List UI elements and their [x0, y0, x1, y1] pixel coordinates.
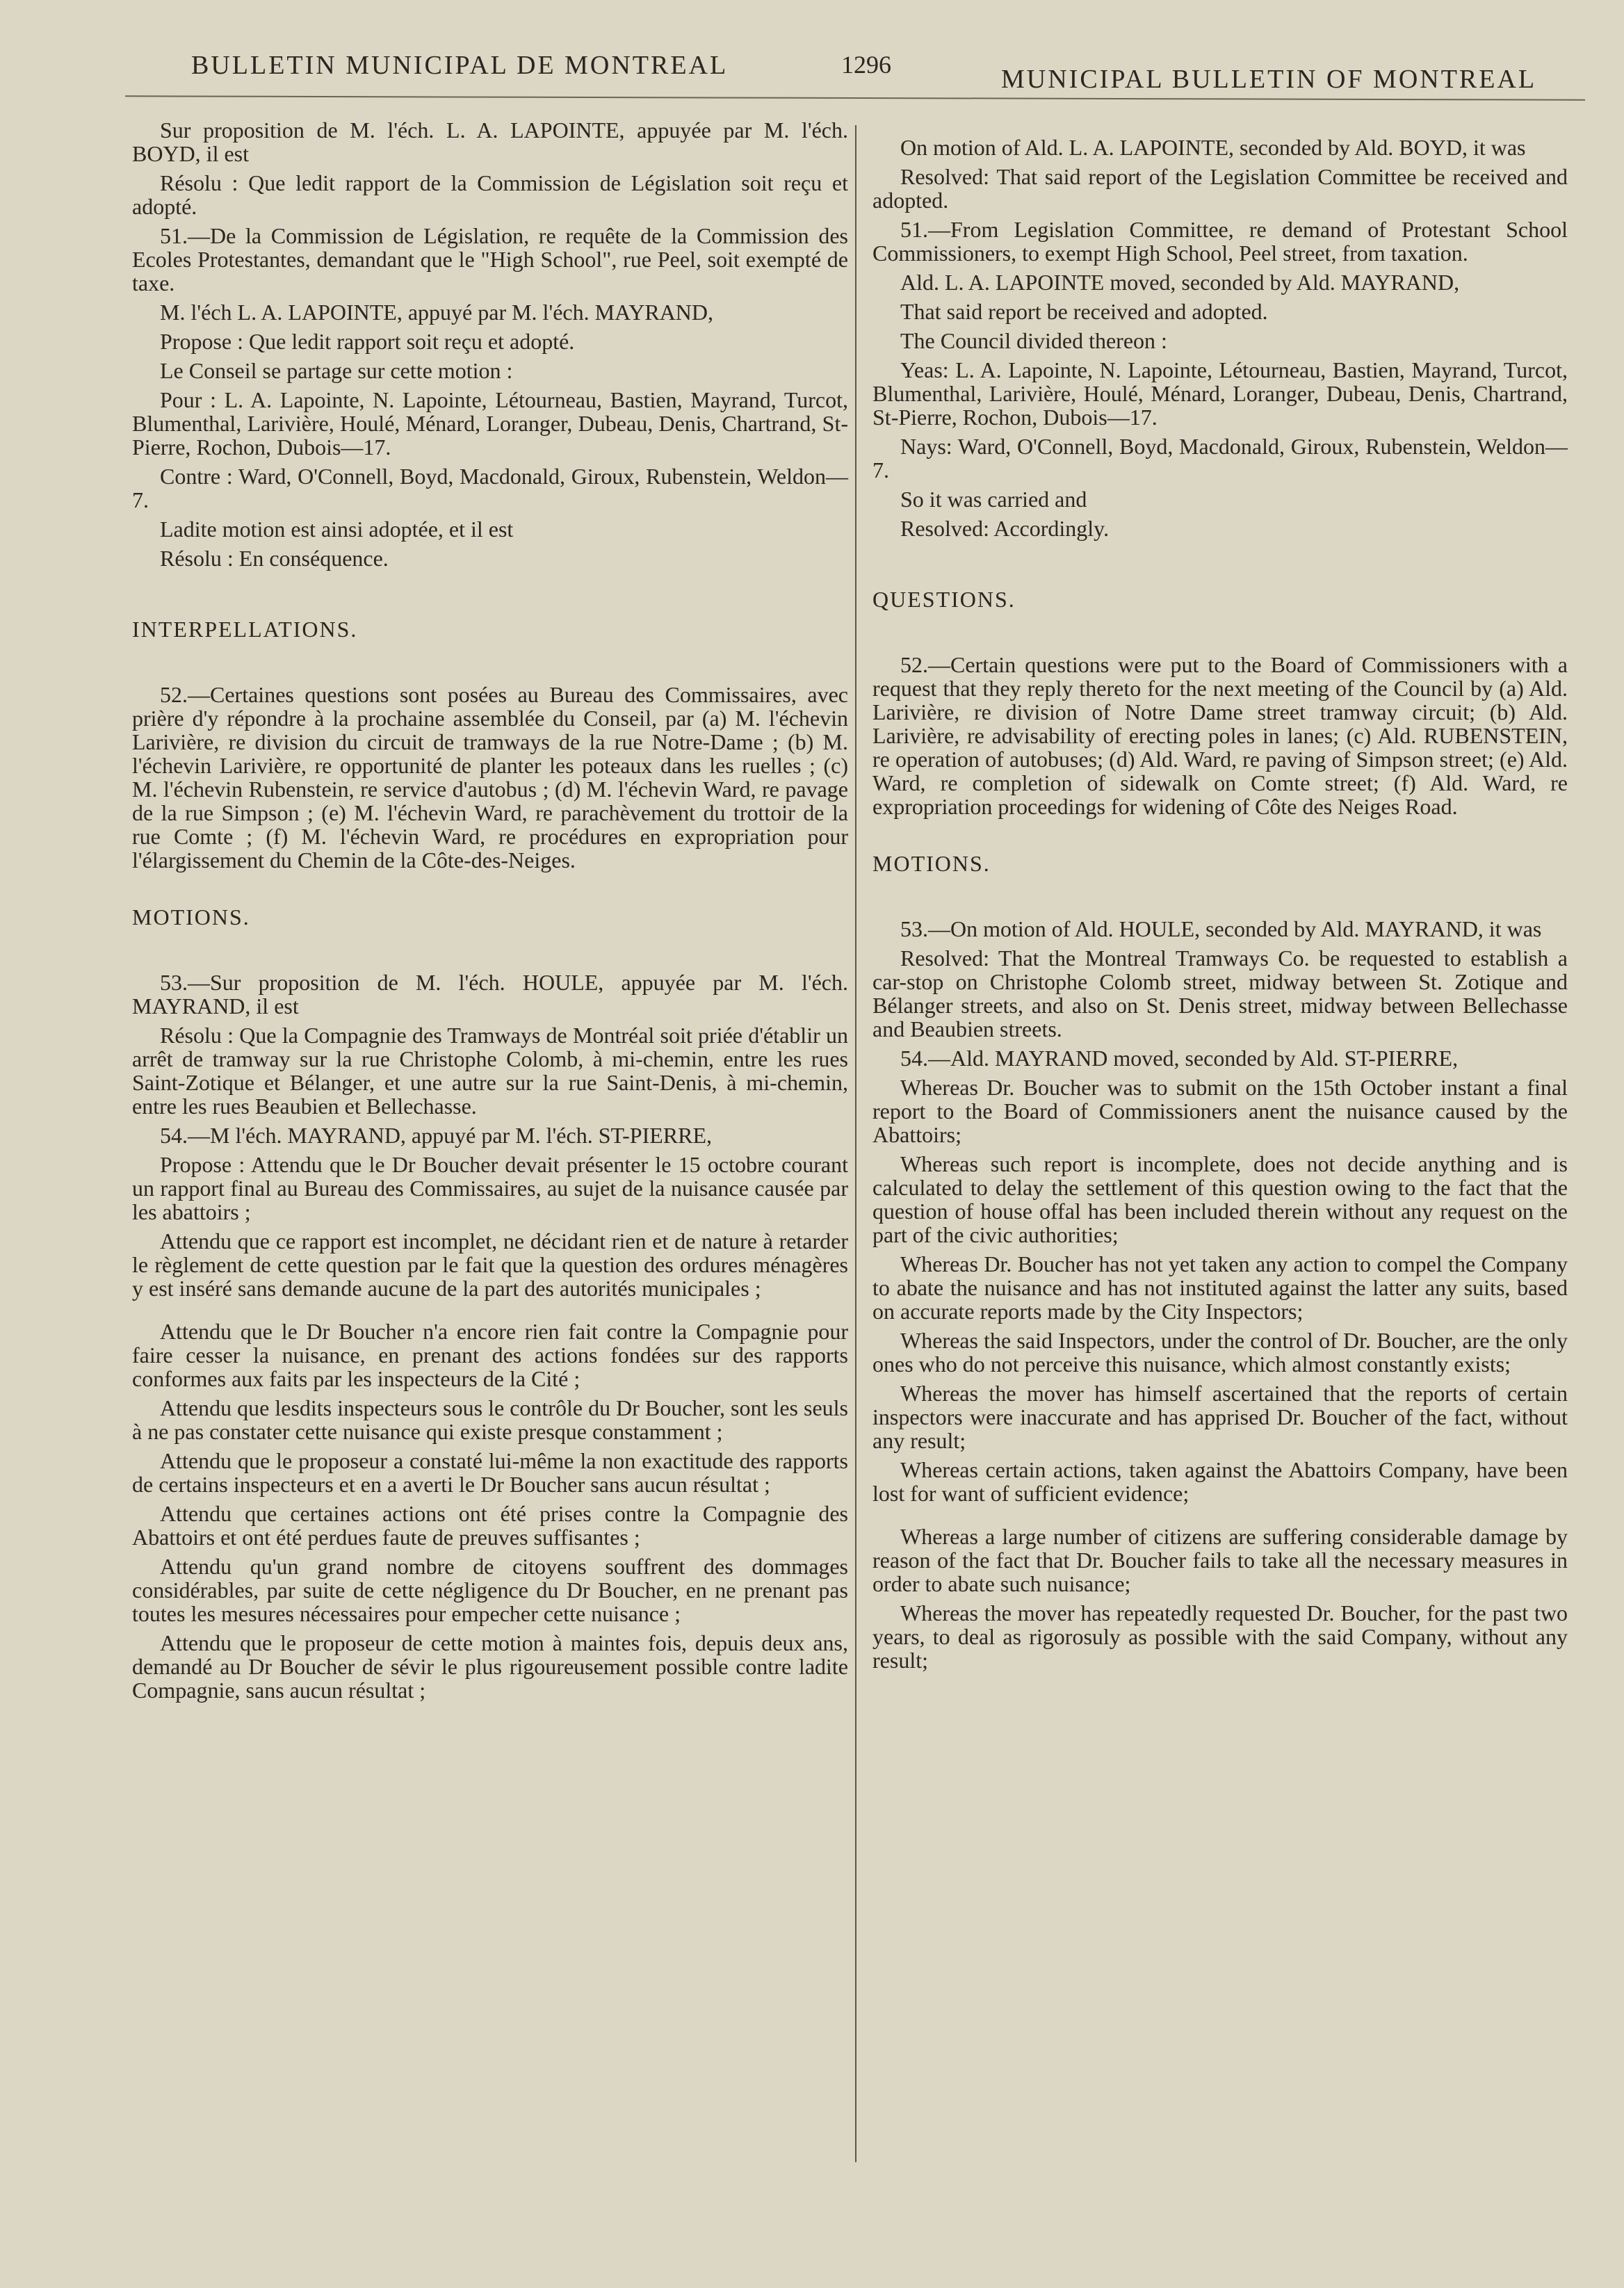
paragraph: 51.—From Legislation Committee, re demand of Protestant School Commissioners, to exempt High School, Peel street, from taxation.	[872, 217, 1568, 266]
paragraph: Whereas certain actions, taken against the Abattoirs Company, have been lost for want of sufficient evidence;	[872, 1457, 1568, 1506]
paragraph: Yeas: L. A. Lapointe, N. Lapointe, Létourneau, Bastien, Mayrand, Turcot, Blumenthal, Larivière, Houlé, Ménard, Loranger, Dubeau, Denis, Chartrand, St-Pierre, Rochon, Dubois—17.	[872, 357, 1568, 430]
paragraph: Resolved: Accordingly.	[900, 516, 1110, 541]
section-title-interpellations: INTERPELLATIONS.	[132, 617, 358, 642]
section-title-motions: MOTIONS.	[872, 851, 991, 876]
paragraph: 52.—Certaines questions sont posées au Bureau des Commissaires, avec prière d'y répondre à la prochaine assemblée du Conseil, par (a) M. l'échevin Larivière, re division du circuit de tramways de la rue Notre-Dame ; (b) M. l'échevin Larivière, re opportunité de planter les poteaux dans les ruelles ; (c) M. l'échevin Rubenstein, re service d'autobus ; (d) M. l'échevin Ward, re pavage de la rue Simpson ; (e) M. l'échevin Ward, re parachèvement du trottoir de la rue Comte ; (f) M. l'échevin Ward, re procédures en expropriation pour l'élargissement du Chemin de la Côte-des-Neiges.	[132, 682, 848, 873]
paragraph: 52.—Certain questions were put to the Board of Commissioners with a request that they reply thereto for the next meeting of the Council by (a) Ald. Larivière, re division of Notre Dame street tramway circuit; (b) Ald. Larivière, re advisability of erecting poles in lanes; (c) Ald. RUBENSTEIN, re operation of autobuses; (d) Ald. Ward, re paving of Simpson street; (e) Ald. Ward, re completion of sidewalk on Comte street; (f) Ald. Ward, re expropriation proceedings for widening of Côte des Neiges Road.	[872, 652, 1568, 819]
paragraph: Propose : Attendu que le Dr Boucher devait présenter le 15 octobre courant un rapport final au Bureau des Commissaires, au sujet de la nuisance causée par les abattoirs ;	[132, 1152, 848, 1224]
paragraph: The Council divided thereon :	[900, 328, 1167, 353]
paragraph: 53.—Sur proposition de M. l'éch. HOULE, appuyée par M. l'éch. MAYRAND, il est	[132, 970, 848, 1019]
paragraph: Ladite motion est ainsi adoptée, et il est	[160, 517, 514, 542]
page-number: 1296	[841, 51, 891, 79]
header-left-title: BULLETIN MUNICIPAL DE MONTREAL	[191, 51, 729, 80]
paragraph: 54.—Ald. MAYRAND moved, seconded by Ald. ST-PIERRE,	[900, 1046, 1459, 1071]
paragraph: 51.—De la Commission de Législation, re requête de la Commission des Ecoles Protestantes, demandant que le "High School", rue Peel, soit exempté de taxe.	[132, 223, 848, 295]
paragraph: Whereas a large number of citizens are suffering considerable damage by reason of the fact that Dr. Boucher fails to take all the necessary measures in order to abate such nuisance;	[872, 1524, 1568, 1596]
paragraph: Attendu que le proposeur de cette motion à maintes fois, depuis deux ans, demandé au Dr Boucher de sévir le plus rigoureusement possible contre ladite Compagnie, sans aucun résultat ;	[132, 1630, 848, 1703]
french-column	[132, 118, 848, 1707]
paragraph: Résolu : Que la Compagnie des Tramways de Montréal soit priée d'établir un arrêt de tramway sur la rue Christophe Colomb, à mi-chemin, entre les rues Saint-Zotique et Bélanger, et une autre sur la rue Saint-Denis, à mi-chemin, entre les rues Beaubien et Bellechasse.	[132, 1023, 848, 1119]
paragraph: Attendu que certaines actions ont été prises contre la Compagnie des Abattoirs et ont été perdues faute de preuves suffisantes ;	[132, 1501, 848, 1550]
paragraph: 54.—M l'éch. MAYRAND, appuyé par M. l'éch. ST-PIERRE,	[160, 1123, 712, 1148]
paragraph: 53.—On motion of Ald. HOULE, seconded by Ald. MAYRAND, it was	[900, 916, 1542, 941]
english-column	[872, 136, 1568, 1678]
paragraph: On motion of Ald. L. A. LAPOINTE, seconded by Ald. BOYD, it was	[900, 135, 1526, 160]
paragraph: Whereas the mover has repeatedly requested Dr. Boucher, for the past two years, to deal as rigorosuly as possible with the said Company, without any result;	[872, 1600, 1568, 1673]
page-header	[0, 43, 1624, 92]
paragraph: Ald. L. A. LAPOINTE moved, seconded by Ald. MAYRAND,	[900, 270, 1460, 295]
paragraph: Attendu que le proposeur a constaté lui-même la non exactitude des rapports de certains inspecteurs et en a averti le Dr Boucher sans aucun résultat ;	[132, 1448, 848, 1497]
column-divider	[855, 125, 856, 2162]
header-right-title: MUNICIPAL BULLETIN OF MONTREAL	[1001, 65, 1537, 94]
paragraph: M. l'éch L. A. LAPOINTE, appuyé par M. l'éch. MAYRAND,	[160, 300, 714, 325]
paragraph: That said report be received and adopted.	[900, 299, 1268, 324]
paragraph: Propose : Que ledit rapport soit reçu et adopté.	[160, 329, 575, 354]
paragraph: Attendu qu'un grand nombre de citoyens souffrent des dommages considérables, par suite de cette négligence du Dr Boucher, en ne prenant pas toutes les mesures nécessaires pour empecher cette nuisance ;	[132, 1554, 848, 1626]
paragraph: Attendu que lesdits inspecteurs sous le contrôle du Dr Boucher, sont les seuls à ne pas constater cette nuisance qui existe presque constamment ;	[132, 1395, 848, 1444]
paragraph: Contre : Ward, O'Connell, Boyd, Macdonald, Giroux, Rubenstein, Weldon—7.	[132, 464, 848, 512]
paragraph: So it was carried and	[900, 487, 1087, 512]
paragraph: Résolu : Que ledit rapport de la Commission de Législation soit reçu et adopté.	[132, 170, 848, 219]
paragraph: Pour : L. A. Lapointe, N. Lapointe, Létourneau, Bastien, Mayrand, Turcot, Blumenthal, Larivière, Houlé, Ménard, Loranger, Dubeau, Denis, Chartrand, St-Pierre, Rochon, Dubois—17.	[132, 387, 848, 460]
paragraph: Whereas Dr. Boucher was to submit on the 15th October instant a final report to the Board of Commissioners anent the nuisance caused by the Abattoirs;	[872, 1075, 1568, 1147]
paragraph: Sur proposition de M. l'éch. L. A. LAPOINTE, appuyée par M. l'éch. BOYD, il est	[132, 117, 848, 166]
paragraph: Le Conseil se partage sur cette motion :	[160, 358, 513, 383]
paragraph: Attendu que ce rapport est incomplet, ne décidant rien et de nature à retarder le règlement de cette question par le fait que la question des ordures ménagères y est inséré sans demande aucune de la part des autorités municipales ;	[132, 1228, 848, 1301]
paragraph: Nays: Ward, O'Connell, Boyd, Macdonald, Giroux, Rubenstein, Weldon—7.	[872, 434, 1568, 482]
paragraph: Résolu : En conséquence.	[160, 546, 389, 571]
paragraph: Resolved: That said report of the Legislation Committee be received and adopted.	[872, 164, 1568, 213]
section-title-motions: MOTIONS.	[132, 904, 250, 930]
paragraph: Whereas the said Inspectors, under the control of Dr. Boucher, are the only ones who do not perceive this nuisance, which almost constantly exists;	[872, 1328, 1568, 1377]
header-rule	[125, 95, 1585, 100]
paragraph: Whereas Dr. Boucher has not yet taken any action to compel the Company to abate the nuisance and has not instituted against the latter any suits, based on accurate reports made by the City Inspectors;	[872, 1251, 1568, 1324]
section-title-questions: QUESTIONS.	[872, 587, 1016, 612]
paragraph: Whereas the mover has himself ascertained that the reports of certain inspectors were inaccurate and has apprised Dr. Boucher of the fact, without any result;	[872, 1381, 1568, 1453]
paragraph: Attendu que le Dr Boucher n'a encore rien fait contre la Compagnie pour faire cesser la nuisance, en prenant des actions fondées sur des rapports conformes aux faits par les inspecteurs de la Cité ;	[132, 1319, 848, 1391]
paragraph: Whereas such report is incomplete, does not decide anything and is calculated to delay the settlement of this question owing to the fact that the question of house offal has been included therein without any request on the part of the civic authorities;	[872, 1151, 1568, 1247]
paragraph: Resolved: That the Montreal Tramways Co. be requested to establish a car-stop on Christophe Colomb street, midway between St. Zotique and Bélanger streets, and also on St. Denis street, midway between Bellechasse and Beaubien streets.	[872, 946, 1568, 1041]
